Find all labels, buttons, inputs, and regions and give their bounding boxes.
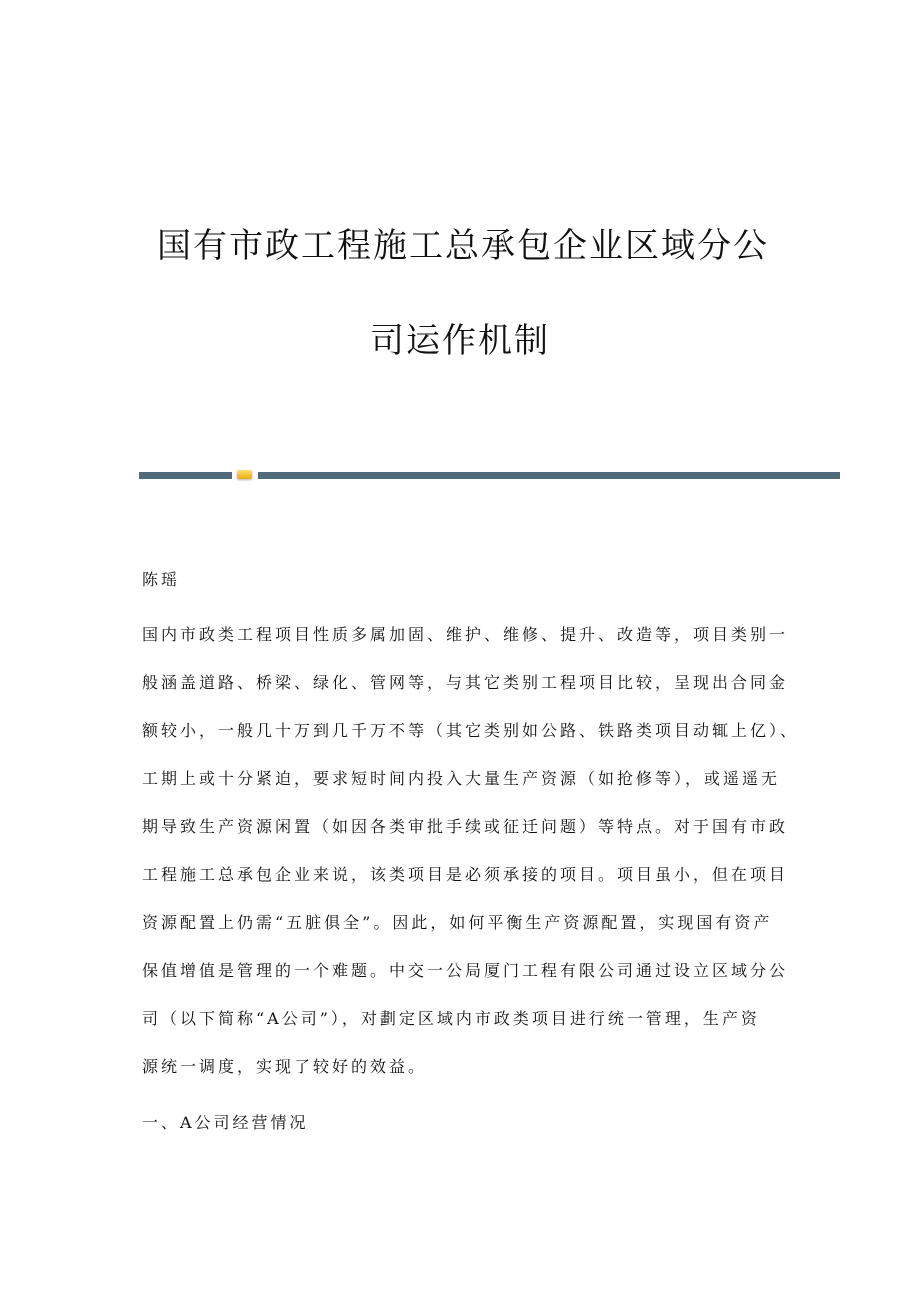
paragraph-line: 额较小，一般几十万到几千万不等（其它类别如公路、铁路类项目动辄上亿）、 (142, 721, 800, 740)
paragraph-line: 司（以下简称“A公司”），对劃定区域内市政类项目进行统一管理，生产资 (142, 1009, 760, 1028)
paragraph-line: 期导致生产资源闲置（如因各类审批手续或征迁问题）等特点。对于国有市政 (142, 817, 789, 836)
paragraph-line: 国内市政类工程项目性质多属加固、维护、维修、提升、改造等，项目类别一 (142, 625, 789, 644)
divider-left-bar (139, 472, 232, 479)
document-title-line-2: 司运作机制 (370, 321, 550, 361)
paragraph-line: 工期上或十分紧迫，要求短时间内投入大量生产资源（如抢修等），或遥遥无 (142, 769, 781, 788)
paragraph-line: 保值增值是管理的一个难题。中交一公局厦门工程有限公司通过设立区域分公 (142, 961, 789, 980)
paragraph-line: 源统一调度，实现了较好的效益。 (142, 1057, 428, 1076)
paragraph-line: 资源配置上仍需“五脏俱全”。因此，如何平衡生产资源配置，实现国有资产 (142, 913, 773, 932)
divider-gold-ornament-icon (237, 470, 252, 479)
document-title-line-1: 国有市政工程施工总承包企业区域分公 (157, 226, 769, 266)
divider-right-bar (258, 472, 840, 479)
author-name: 陈瑶 (142, 570, 181, 589)
section-heading: 一、A公司经营情况 (142, 1113, 309, 1132)
paragraph-line: 工程施工总承包企业来说，该类项目是必须承接的项目。项目虽小，但在项目 (142, 865, 789, 884)
paragraph-line: 般涵盖道路、桥梁、绿化、管网等，与其它类别工程项目比较，呈现出合同金 (142, 673, 789, 692)
